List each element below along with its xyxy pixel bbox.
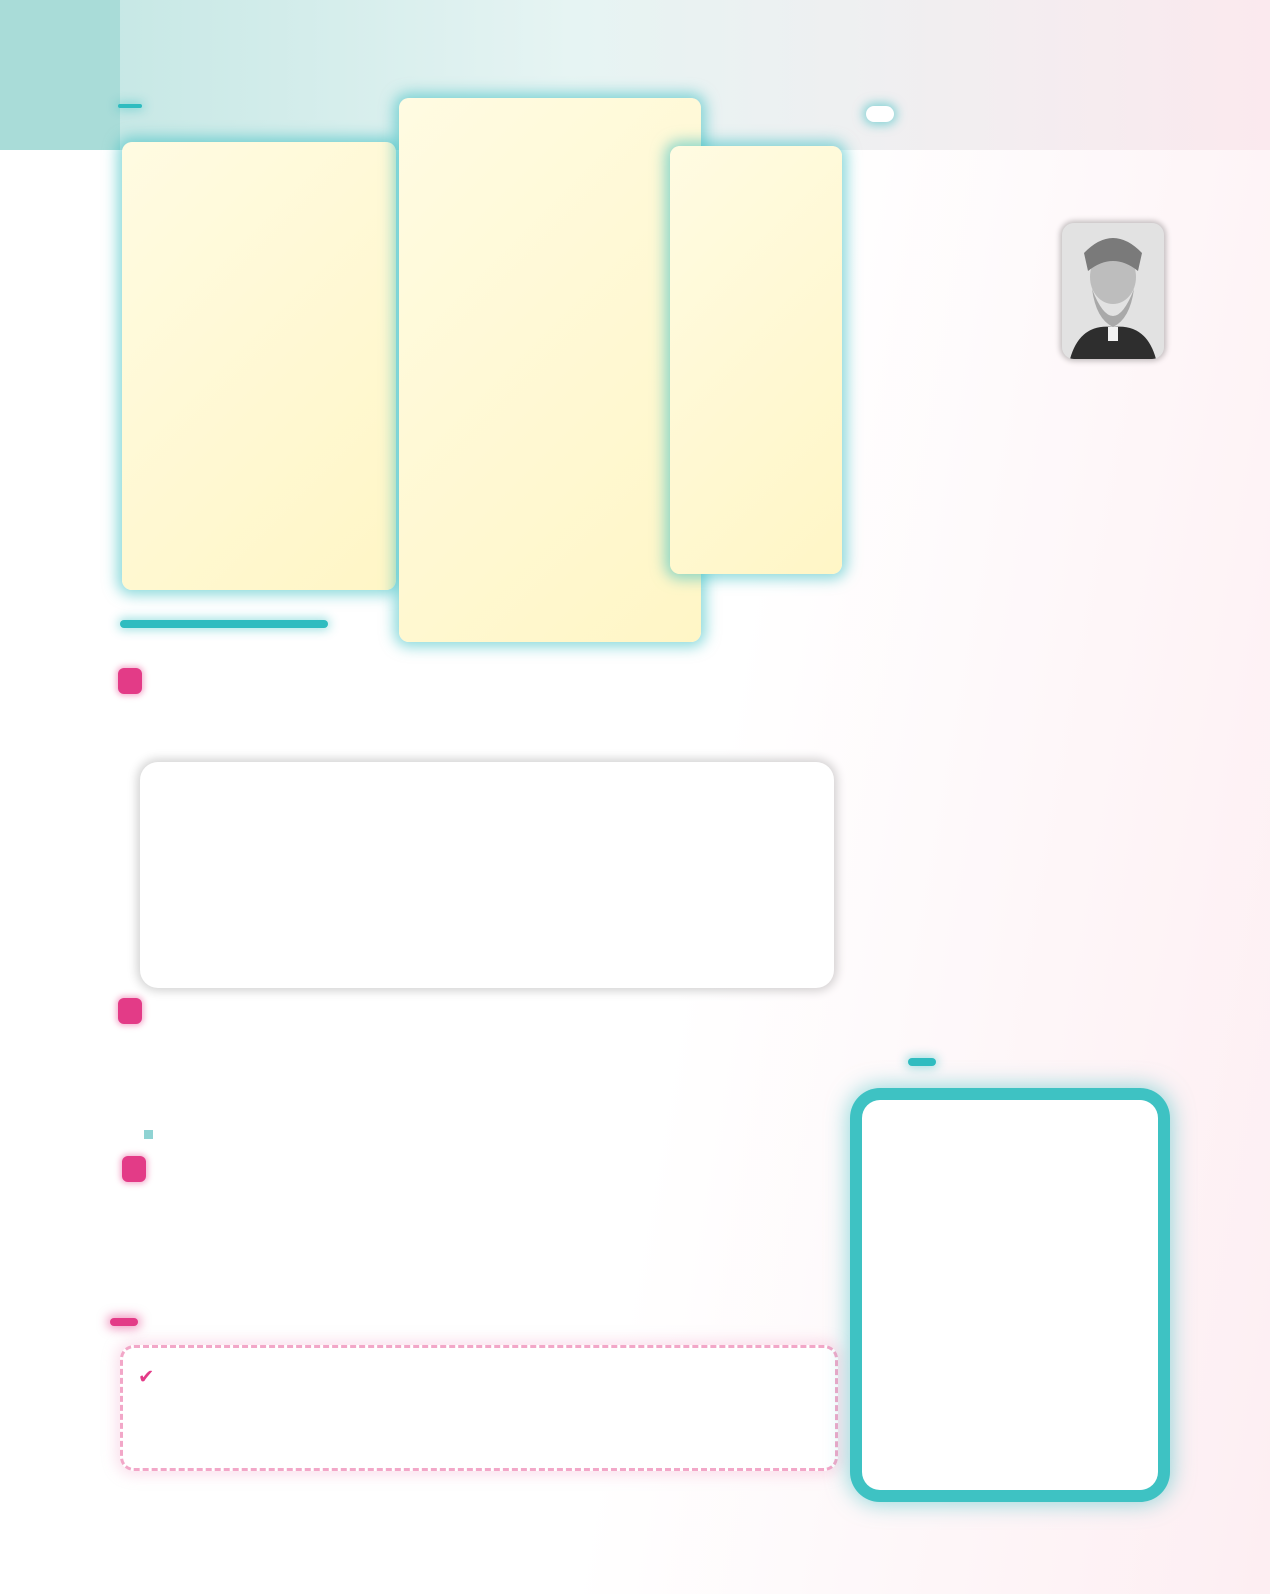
provocare-title xyxy=(908,1058,936,1066)
experimentez-title xyxy=(120,620,328,628)
repere-title xyxy=(118,104,142,108)
word-cloud xyxy=(140,762,834,988)
task-6-number xyxy=(118,668,142,694)
task-8-number xyxy=(122,1156,146,1182)
top-band-accent xyxy=(0,0,120,150)
bullet-square-icon xyxy=(144,1130,153,1139)
provocare-box xyxy=(862,1100,1158,1490)
task-7-bullet xyxy=(144,1122,159,1145)
repere-box xyxy=(122,142,396,590)
in-miscare-title xyxy=(110,1318,138,1326)
in-miscare-text xyxy=(138,1362,808,1392)
task-7-number xyxy=(118,998,142,1024)
inspiratie-title xyxy=(866,106,894,122)
portrait-icon xyxy=(1062,223,1164,359)
check-icon: ✔ xyxy=(138,1365,155,1388)
jules-verne-portrait xyxy=(1062,223,1164,359)
factori-box xyxy=(399,98,701,642)
solutii-box xyxy=(670,146,842,574)
